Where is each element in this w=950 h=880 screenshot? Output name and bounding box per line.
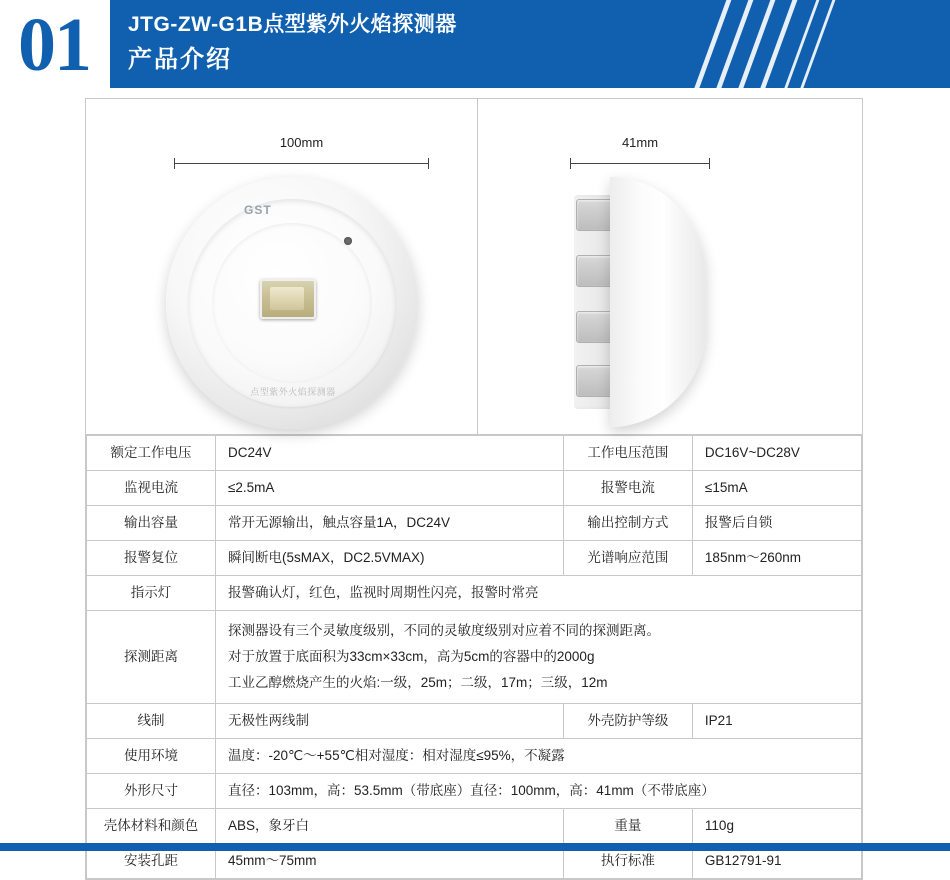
header-stripe-decoration bbox=[752, 0, 804, 88]
spec-label: 输出控制方式 bbox=[563, 506, 692, 541]
spec-value-line: 对于放置于底面积为33cm×33cm，高为5cm的容器中的2000g bbox=[228, 649, 595, 664]
spec-value: 报警后自锁 bbox=[692, 506, 861, 541]
table-row bbox=[87, 611, 862, 704]
table-row bbox=[87, 506, 862, 541]
footer-accent-bar bbox=[0, 843, 950, 851]
uv-sensor-window bbox=[260, 279, 316, 319]
front-dimension-label: 100mm bbox=[279, 135, 324, 150]
spec-value-line: 工业乙醇燃烧产生的火焰:一级，25m；二级，17m；三级，12m bbox=[228, 675, 608, 690]
side-view-cell bbox=[478, 99, 862, 434]
spec-label: 外形尺寸 bbox=[87, 774, 216, 809]
table-row bbox=[87, 436, 862, 471]
section-number: 01 bbox=[18, 3, 90, 87]
page-title: JTG-ZW-G1B点型紫外火焰探测器 bbox=[128, 13, 457, 36]
spec-value-with-base: 直径：103mm，高：53.5mm（带底座） bbox=[228, 783, 471, 798]
spec-value: DC16V~DC28V bbox=[692, 436, 861, 471]
spec-label: 重量 bbox=[563, 809, 692, 844]
footer-accent-inner bbox=[85, 843, 863, 851]
spec-label: 执行标准 bbox=[563, 844, 692, 879]
spec-value: 110g bbox=[692, 809, 861, 844]
spec-label: 报警复位 bbox=[87, 541, 216, 576]
indicator-led-icon bbox=[344, 237, 352, 245]
spec-label: 光谱响应范围 bbox=[563, 541, 692, 576]
spec-value: 瞬间断电(5sMAX，DC2.5VMAX) bbox=[216, 541, 564, 576]
page-subtitle: 产品介绍 bbox=[128, 46, 232, 73]
side-dimension-label: 41mm bbox=[621, 135, 659, 150]
spec-value-dimensions bbox=[216, 774, 862, 809]
page-header bbox=[0, 0, 950, 88]
spec-value: 报警确认灯，红色，监视时周期性闪亮，报警时常亮 bbox=[216, 576, 862, 611]
table-row bbox=[87, 774, 862, 809]
side-dimension bbox=[570, 135, 710, 175]
uv-sensor-window-inner bbox=[270, 287, 304, 310]
spec-value: ABS，象牙白 bbox=[216, 809, 564, 844]
detector-side-image bbox=[574, 177, 706, 427]
table-row bbox=[87, 541, 862, 576]
spec-label: 使用环境 bbox=[87, 739, 216, 774]
brand-logo: GST bbox=[244, 203, 272, 217]
spec-value: 185nm～260nm bbox=[692, 541, 861, 576]
detector-front-image bbox=[166, 177, 418, 429]
spec-value: 常开无源输出，触点容量1A，DC24V bbox=[216, 506, 564, 541]
spec-label: 线制 bbox=[87, 704, 216, 739]
specification-table bbox=[86, 435, 862, 879]
product-images-row bbox=[86, 99, 862, 435]
header-stripe-decoration bbox=[686, 0, 738, 88]
front-view-cell bbox=[86, 99, 478, 434]
spec-value: 45mm～75mm bbox=[216, 844, 564, 879]
spec-label: 报警电流 bbox=[563, 471, 692, 506]
spec-value: 无极性两线制 bbox=[216, 704, 564, 739]
spec-label: 安装孔距 bbox=[87, 844, 216, 879]
spec-value-multiline bbox=[216, 611, 862, 704]
header-titles bbox=[128, 8, 457, 78]
spec-label: 输出容量 bbox=[87, 506, 216, 541]
spec-value: GB12791-91 bbox=[692, 844, 861, 879]
table-row bbox=[87, 471, 862, 506]
spec-label: 指示灯 bbox=[87, 576, 216, 611]
spec-label: 探测距离 bbox=[87, 611, 216, 704]
detector-bottom-text: 点型紫外火焰探测器 bbox=[250, 387, 336, 397]
header-stripe-decoration bbox=[730, 0, 782, 88]
header-stripe-decoration bbox=[708, 0, 760, 88]
spec-label: 工作电压范围 bbox=[563, 436, 692, 471]
table-row bbox=[87, 809, 862, 844]
spec-value: DC24V bbox=[216, 436, 564, 471]
spec-label: 监视电流 bbox=[87, 471, 216, 506]
spec-value: 温度：-20℃～+55℃相对湿度：相对湿度≤95%，不凝露 bbox=[216, 739, 862, 774]
table-row bbox=[87, 576, 862, 611]
spec-value-without-base: 直径：100mm，高：41mm（不带底座） bbox=[470, 783, 715, 798]
product-card bbox=[85, 98, 863, 880]
spec-label: 壳体材料和颜色 bbox=[87, 809, 216, 844]
detector-body bbox=[610, 177, 706, 427]
spec-label: 额定工作电压 bbox=[87, 436, 216, 471]
spec-label: 外壳防护等级 bbox=[563, 704, 692, 739]
table-row bbox=[87, 704, 862, 739]
table-row bbox=[87, 739, 862, 774]
front-dimension-line bbox=[174, 163, 429, 164]
spec-value: ≤15mA bbox=[692, 471, 861, 506]
spec-value: ≤2.5mA bbox=[216, 471, 564, 506]
spec-value-line: 探测器设有三个灵敏度级别，不同的灵敏度级别对应着不同的探测距离。 bbox=[228, 623, 660, 638]
front-dimension bbox=[174, 135, 429, 175]
spec-value: IP21 bbox=[692, 704, 861, 739]
side-dimension-line bbox=[570, 163, 710, 164]
